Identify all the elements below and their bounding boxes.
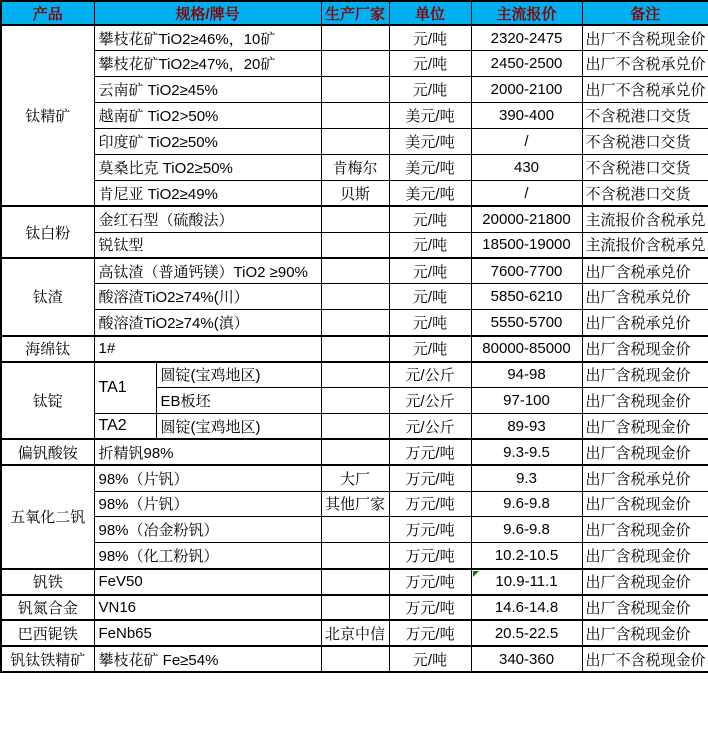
cell-manufacturer: 贝斯 [321, 180, 389, 206]
cell-spec: 攀枝花矿TiO2≥46%，10矿 [94, 25, 321, 51]
cell-spec-grade: TA1 [94, 362, 156, 414]
cell-price: 2320-2475 [471, 25, 582, 51]
cell-price: 20.5-22.5 [471, 620, 582, 646]
cell-manufacturer [321, 25, 389, 51]
cell-unit: 元/吨 [389, 336, 471, 362]
cell-spec: 肯尼亚 TiO2≥49% [94, 180, 321, 206]
cell-note: 出厂不含税现金价 [582, 646, 708, 672]
cell-manufacturer [321, 77, 389, 103]
cell-price: 97-100 [471, 387, 582, 413]
table-row [1, 180, 708, 206]
cell-unit: 万元/吨 [389, 439, 471, 465]
table-row [1, 25, 708, 51]
cell-manufacturer [321, 387, 389, 413]
cell-manufacturer [321, 258, 389, 284]
cell-price: 18500-19000 [471, 232, 582, 258]
cell-spec: 云南矿 TiO2≥45% [94, 77, 321, 103]
cell-unit: 美元/吨 [389, 180, 471, 206]
cell-unit: 美元/吨 [389, 129, 471, 155]
table-row [1, 284, 708, 310]
cell-note: 出厂含税现金价 [582, 517, 708, 543]
cell-note: 出厂不含税现金价 [582, 25, 708, 51]
cell-price: 20000-21800 [471, 206, 582, 232]
cell-note: 不含税港口交货 [582, 154, 708, 180]
header-note: 备注 [582, 1, 708, 25]
cell-manufacturer [321, 543, 389, 569]
cell-unit: 元/吨 [389, 310, 471, 336]
cell-spec: 印度矿 TiO2≥50% [94, 129, 321, 155]
cell-unit: 元/吨 [389, 284, 471, 310]
cell-manufacturer [321, 51, 389, 77]
cell-spec: 越南矿 TiO2>50% [94, 103, 321, 129]
cell-price: 5550-5700 [471, 310, 582, 336]
cell-price: 2000-2100 [471, 77, 582, 103]
cell-note: 出厂含税现金价 [582, 336, 708, 362]
table-row [1, 51, 708, 77]
cell-spec: 98%（化工粉钒） [94, 543, 321, 569]
cell-unit: 万元/吨 [389, 595, 471, 621]
table-row [1, 543, 708, 569]
cell-manufacturer [321, 646, 389, 672]
cell-product-group: 钛渣 [1, 258, 94, 336]
cell-product-group: 钒钛铁精矿 [1, 646, 94, 672]
cell-manufacturer [321, 569, 389, 595]
cell-price: 10.2-10.5 [471, 543, 582, 569]
cell-price: 9.3 [471, 465, 582, 491]
cell-price: 390-400 [471, 103, 582, 129]
green-triangle-icon [473, 571, 479, 577]
cell-price: 9.6-9.8 [471, 517, 582, 543]
cell-price: 340-360 [471, 646, 582, 672]
cell-spec: 折精钒98% [94, 439, 321, 465]
cell-note: 出厂含税现金价 [582, 387, 708, 413]
cell-note: 出厂含税现金价 [582, 595, 708, 621]
cell-manufacturer: 肯梅尔 [321, 154, 389, 180]
cell-price: / [471, 180, 582, 206]
cell-note: 出厂含税承兑价 [582, 310, 708, 336]
cell-spec-form: 圆锭(宝鸡地区) [156, 413, 321, 439]
table-row [1, 103, 708, 129]
cell-spec: VN16 [94, 595, 321, 621]
table-row [1, 439, 708, 465]
cell-unit: 元/吨 [389, 25, 471, 51]
cell-note: 不含税港口交货 [582, 103, 708, 129]
cell-manufacturer [321, 336, 389, 362]
cell-manufacturer [321, 413, 389, 439]
cell-price-text: 10.9-11.1 [495, 573, 558, 591]
cell-note: 不含税港口交货 [582, 129, 708, 155]
cell-note: 出厂含税现金价 [582, 491, 708, 517]
cell-spec: FeNb65 [94, 620, 321, 646]
header-manufacturer: 生产厂家 [321, 1, 389, 25]
cell-spec-form: EB板坯 [156, 387, 321, 413]
cell-note: 不含税港口交货 [582, 180, 708, 206]
cell-manufacturer: 北京中信 [321, 620, 389, 646]
cell-unit: 万元/吨 [389, 517, 471, 543]
cell-spec: 莫桑比克 TiO2≥50% [94, 154, 321, 180]
cell-note: 出厂含税现金价 [582, 362, 708, 388]
cell-price: 14.6-14.8 [471, 595, 582, 621]
cell-note: 出厂含税现金价 [582, 543, 708, 569]
cell-price: 7600-7700 [471, 258, 582, 284]
cell-spec: 攀枝花矿TiO2≥47%，20矿 [94, 51, 321, 77]
cell-note: 出厂含税现金价 [582, 569, 708, 595]
cell-price: 430 [471, 154, 582, 180]
header-price: 主流报价 [471, 1, 582, 25]
cell-product-group: 钛精矿 [1, 25, 94, 206]
cell-spec: 98%（片钒） [94, 465, 321, 491]
cell-price: 9.6-9.8 [471, 491, 582, 517]
cell-note: 出厂含税承兑价 [582, 465, 708, 491]
cell-manufacturer [321, 310, 389, 336]
cell-unit: 元/公斤 [389, 413, 471, 439]
cell-manufacturer [321, 232, 389, 258]
cell-note: 出厂含税现金价 [582, 620, 708, 646]
table-row [1, 595, 708, 621]
cell-price: 94-98 [471, 362, 582, 388]
cell-note: 出厂含税承兑价 [582, 284, 708, 310]
table-row [1, 258, 708, 284]
cell-note: 出厂不含税承兑价 [582, 51, 708, 77]
table-row [1, 154, 708, 180]
cell-unit: 美元/吨 [389, 103, 471, 129]
cell-manufacturer [321, 595, 389, 621]
cell-unit: 万元/吨 [389, 543, 471, 569]
cell-product-group: 钒氮合金 [1, 595, 94, 621]
cell-unit: 元/公斤 [389, 362, 471, 388]
cell-product-group: 钛白粉 [1, 206, 94, 258]
cell-note: 出厂含税承兑价 [582, 258, 708, 284]
cell-price: 89-93 [471, 413, 582, 439]
cell-spec-grade: TA2 [94, 413, 156, 439]
cell-unit: 元/公斤 [389, 387, 471, 413]
header-row [1, 1, 708, 25]
table-row [1, 413, 708, 439]
cell-unit: 美元/吨 [389, 154, 471, 180]
cell-manufacturer [321, 206, 389, 232]
cell-unit: 万元/吨 [389, 465, 471, 491]
cell-note: 主流报价含税承兑 [582, 232, 708, 258]
cell-price: / [471, 129, 582, 155]
cell-manufacturer: 其他厂家 [321, 491, 389, 517]
cell-note: 出厂含税现金价 [582, 439, 708, 465]
cell-spec: 高钛渣（普通钙镁）TiO2 ≥90% [94, 258, 321, 284]
cell-unit: 元/吨 [389, 258, 471, 284]
cell-price: 80000-85000 [471, 336, 582, 362]
cell-unit: 元/吨 [389, 51, 471, 77]
cell-unit: 万元/吨 [389, 620, 471, 646]
table-row [1, 620, 708, 646]
table-row [1, 569, 708, 595]
cell-spec: 金红石型（硫酸法） [94, 206, 321, 232]
table-row [1, 336, 708, 362]
cell-price [471, 569, 582, 595]
cell-product-group: 海绵钛 [1, 336, 94, 362]
cell-spec: 1# [94, 336, 321, 362]
cell-spec: 攀枝花矿 Fe≥54% [94, 646, 321, 672]
table-row [1, 362, 708, 388]
cell-unit: 元/吨 [389, 232, 471, 258]
header-product: 产品 [1, 1, 94, 25]
cell-unit: 元/吨 [389, 77, 471, 103]
cell-manufacturer [321, 362, 389, 388]
cell-spec-form: 圆锭(宝鸡地区) [156, 362, 321, 388]
cell-product-group: 五氧化二钒 [1, 465, 94, 569]
table-row [1, 517, 708, 543]
cell-price: 9.3-9.5 [471, 439, 582, 465]
table-row [1, 206, 708, 232]
cell-note: 出厂含税现金价 [582, 413, 708, 439]
table-row [1, 310, 708, 336]
cell-manufacturer [321, 517, 389, 543]
table-row [1, 646, 708, 672]
cell-manufacturer [321, 103, 389, 129]
cell-manufacturer [321, 129, 389, 155]
cell-unit: 元/吨 [389, 646, 471, 672]
cell-note: 出厂不含税承兑价 [582, 77, 708, 103]
header-unit: 单位 [389, 1, 471, 25]
cell-product-group: 钛锭 [1, 362, 94, 440]
header-spec: 规格/牌号 [94, 1, 321, 25]
cell-unit: 元/吨 [389, 206, 471, 232]
cell-product-group: 巴西铌铁 [1, 620, 94, 646]
cell-manufacturer: 大厂 [321, 465, 389, 491]
cell-product-group: 钒铁 [1, 569, 94, 595]
cell-unit: 万元/吨 [389, 491, 471, 517]
cell-spec: FeV50 [94, 569, 321, 595]
table-row [1, 77, 708, 103]
cell-price: 5850-6210 [471, 284, 582, 310]
table-row [1, 491, 708, 517]
cell-unit: 万元/吨 [389, 569, 471, 595]
cell-note: 主流报价含税承兑 [582, 206, 708, 232]
cell-spec: 酸溶渣TiO2≥74%(川） [94, 284, 321, 310]
cell-manufacturer [321, 439, 389, 465]
cell-spec: 锐钛型 [94, 232, 321, 258]
table-row [1, 129, 708, 155]
cell-spec: 酸溶渣TiO2≥74%(滇） [94, 310, 321, 336]
cell-spec: 98%（片钒） [94, 491, 321, 517]
cell-manufacturer [321, 284, 389, 310]
table-row [1, 232, 708, 258]
cell-price: 2450-2500 [471, 51, 582, 77]
table-row [1, 465, 708, 491]
cell-spec: 98%（冶金粉钒） [94, 517, 321, 543]
cell-product-group: 偏钒酸铵 [1, 439, 94, 465]
